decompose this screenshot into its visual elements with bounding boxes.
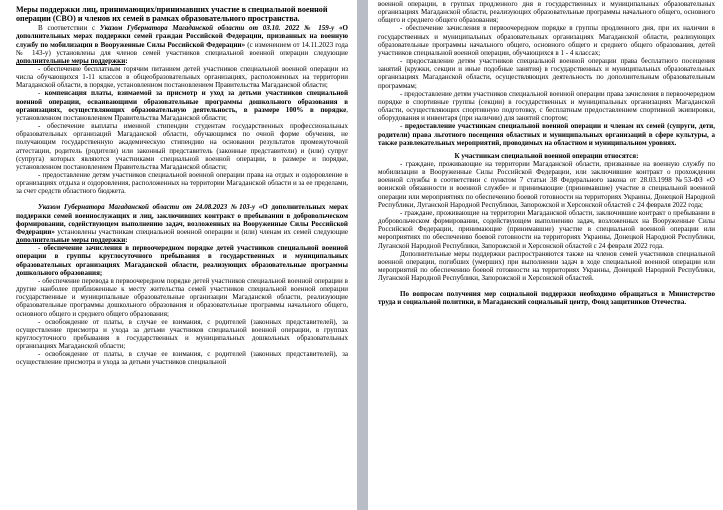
intro-text: В соответствии с bbox=[38, 24, 100, 33]
measures-label: дополнительные меры поддержки bbox=[16, 56, 126, 65]
measure-sports-groups: - предоставление детям участников специальной военной операции права зачисления в первоочередном порядке в спортивные группы (секции) в государственных и муниципальных организациях Магаданской области, осуществляющих спортивную подготовку, с бесплатным предоставлением спортивной экипировки, оборудования и инвентаря (при наличии) для занятий спортом; bbox=[378, 89, 715, 123]
decree-159-reference: Указом Губернатора Магаданской области от 03.10. 2022 № 159-у bbox=[99, 24, 335, 33]
measure-free-clubs: - предоставление детям участников специальной военной операции права бесплатного посещения занятий (кружки, секции и иные подобные занятия) в государственных и муниципальных образовательных организациях Магаданской области, осуществляющих деятельность по дополнительным образовательным программам; bbox=[378, 57, 715, 90]
decree-103-text: установлены участникам специальной военной операции и (или) членам их семей следующие bbox=[54, 227, 348, 236]
measure-recreation: - предоставление детям участников специальной военной операции права на отдых и оздоровление в организациях отдыха и оздоровления, расположенных на территории Магаданской области и за ее пределами, за счет средств областного бюджета. bbox=[16, 171, 348, 196]
measure-culture-access: - предоставление участникам специальной военной операции и членам их семей (супруги, дети, родители) права льготного посещения областных и муниципальных организаций в сфере культуры, а также развлекательных мероприятий, проводимых на областном и муниципальном уровнях. bbox=[378, 122, 715, 147]
measure-extended-day-enrollment: - обеспечение зачисления в первоочередном порядке в группы продленного дня, при их наличии в государственных и муниципальных образовательных организациях Магаданской области, реализующих образовательные программы начального общего, основного общего и среднего общего образования, детей участников специальной военной операции, обучающихся в 1 - 4 классах; bbox=[378, 24, 715, 57]
decree-159-title: «О дополнительных мерах поддержки семей граждан Российской Федерации, призванных на военную службу по мобилизации в Вооруженные Силы Российской Федерации» bbox=[16, 24, 348, 49]
measure-fee-compensation-bold: компенсация платы, взимаемой за присмотр и уход за детьми участников специальной военной операции, осваивающими образовательные программы дошкольного образования в организациях, осуществляющих образовательную деятельность, в размере 100% в порядке bbox=[16, 89, 349, 114]
measure-fee-exemption-24h: - освобождение от платы, в случае ее взимания, с родителей (законных представителей), за осуществление присмотра и ухода за детьми участников специальной военной операции, в группах круглосуточного пребывания в государственных и муниципальных дошкольных образовательных организациях Магаданской области; bbox=[16, 317, 348, 351]
measure-scholarship: - обеспечение выплаты именной стипендии студентам государственных профессиональных образовательных организаций Магаданской области, обучающимся по очной форме обучения, не получающим государственную академическую стипендию на основании результатов промежуточной аттестации, родитель (родители) или законный представитель (законные представители) и (или) супруг (супруга) которых являются участниками специальной военной операции, в размере и порядке, установленном постановлением Правительства Магаданской области; bbox=[16, 122, 348, 171]
decree-103-title: «О дополнительных мерах поддержки семей военнослужащих и лиц, заключивших контракт о пребывании в добровольческом формировании, содействующем выполнению задач, возложенных на Вооруженные Силы Российской Федерации» bbox=[16, 203, 348, 236]
participants-mobilized: - граждане, проживающие на территории Магаданской области, призванные на военную службу по мобилизации в Вооруженные Силы Российской Федерации, или заключившие контракт о прохождении военной службы в соответствии с пунктом 7 статьи 38 Федерального закона от 28.03.1998 №53-ФЗ «О воинской обязанности и военной службе» и принимающие (принимавшие) участие в специальной военной операции или мероприятиях по обеспечению боевой готовности на территориях Украины, Донецкой Народной Республики, Луганской Народной Республики, Запорожской и Херсонской областей с 24 февраля 2022 года; bbox=[378, 159, 715, 209]
decree-103-reference: Указом Губернатора Магаданской области от 24.08.2023 №103-у bbox=[38, 203, 256, 212]
measures-label-2: дополнительные меры поддержки bbox=[16, 236, 126, 245]
document-page-left bbox=[0, 0, 357, 510]
continued-paragraph: военной операции, в группах продленного дня в государственных и муниципальных образовательных организациях Магаданской области, реализующих образовательные программы начального общего, основного общего и среднего общего образования; bbox=[378, 0, 715, 25]
measure-fee-compensation: - компенсация платы, взимаемой за присмотр и уход за детьми участников специальной военной операции, осваивающими образовательные программы дошкольного образования в организациях, осуществляющих образовательную деятельность, в размере 100% в порядке, установленном постановлением Правительства Магаданской области; bbox=[16, 89, 349, 122]
measure-free-meals: - обеспечение бесплатным горячим питанием детей участников специальной военной операции из числа обучающихся 1-11 классов в общеобразовательных организациях, расположенных на территории Магаданской области, в порядке, установленном постановлением Правительства Магаданской области; bbox=[16, 64, 348, 90]
measure-priority-transfer: - обеспечение перевода в первоочередном порядке детей участников специальной военной операции в другие наиболее приближенные к месту жительства семей участников специальной военной операции государственные и муниципальные образовательные организации Магаданской области, реализующие образовательные программы дошкольного образования и образовательные программы начального общего, основного общего и среднего общего образования; bbox=[16, 276, 348, 318]
decree-159-paragraph: В соответствии с Указом Губернатора Магаданской области от 03.10. 2022 № 159-у «О дополнительных мерах поддержки семей граждан Российской Федерации, призванных на военную службу по мобилизации в Вооруженные Силы Российской Федерации» (с изменением от 14.11.2023 года № 143-у) установлены для членов семей участников специальной военной операции следующие дополнительные меры поддержки: bbox=[16, 24, 349, 65]
document-page-right bbox=[368, 0, 723, 510]
measure-24h-groups: - обеспечение зачисления в первоочередном порядке детей участников специальной военной операции в группы круглосуточного пребывания в государственных и муниципальных образовательных организациях Магаданской области, реализующих образовательные программы дошкольного образования; bbox=[16, 244, 349, 277]
contact-info: По вопросам получения мер социальной поддержки необходимо обращаться в Министерство труда и социальной политики, в Магаданский социальный центр, Фонд защитников Отечества. bbox=[378, 290, 715, 307]
decree-159-text: (с изменением от 14.11.2023 года № 143-у) установлены для членов семей участников специальной военной операции следующие bbox=[16, 40, 349, 57]
participants-heading: К участникам специальной военной операции относятся: bbox=[454, 151, 639, 160]
family-members-note: Дополнительные меры поддержки распространяются также на членов семей участников специальной военной операции, погибших (умерших) при выполнении задач в ходе специальной военной операции или мероприятий по обеспечению боевой готовности на территориях Украины, Донецкой Народной Республики, Луганской Народной Республики, Запорожской и Херсонской областей. bbox=[378, 249, 715, 283]
document-title: Меры поддержки лиц, принимающих/принимавших участие в специальной военной операции (СВО) и членов их семей в рамках образовательного пространства. bbox=[16, 5, 328, 24]
measure-fee-exemption-extended: - освобождение от платы, в случае ее взимания, с родителей (законных представителей), за осуществление присмотра и ухода за детьми участников специальной bbox=[16, 350, 348, 367]
decree-103-paragraph: Указом Губернатора Магаданской области от 24.08.2023 №103-у «О дополнительных мерах поддержки семей военнослужащих и лиц, заключивших контракт о пребывании в добровольческом формировании, содействующем выполнению задач, возложенных на Вооруженные Силы Российской Федерации» установлены участникам специальной военной операции и (или) членам их семей следующие дополнительные меры поддержки: bbox=[16, 203, 348, 245]
participants-volunteers: - граждане, проживающие на территории Магаданской области, заключившие контракт о пребывании в добровольческом формировании, содействующем выполнению задач, возложенных на Вооруженные Силы Российской Федерации, принимающие (принимавшие) участие в специальной военной операции или мероприятиях по обеспечению боевой готовности на территориях Украины, Донецкой Народной Республики, Луганской Народной Республики, Запорожской и Херсонской областей с 24 февраля 2022 года. bbox=[378, 208, 715, 250]
